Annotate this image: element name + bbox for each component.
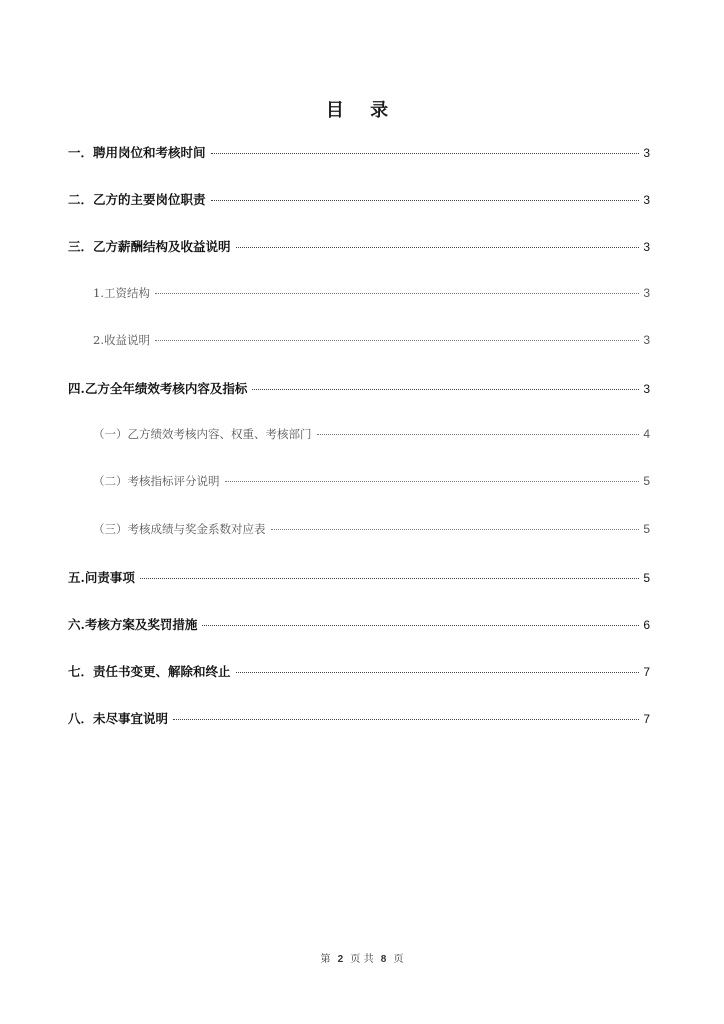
- page-footer: [0, 950, 724, 965]
- toc-subentry[interactable]: [68, 473, 650, 520]
- dot-leader: [211, 153, 639, 154]
- toc-entry-page: 3: [643, 332, 650, 347]
- toc-entry-label: 三．乙方薪酬结构及收益说明: [68, 239, 231, 255]
- toc-entry-label: 1.工资结构: [93, 285, 150, 300]
- toc-entry-page: 3: [643, 285, 650, 300]
- table-of-contents: [68, 143, 650, 756]
- toc-entry-label: 2.收益说明: [93, 332, 150, 347]
- toc-entry-page: 4: [643, 427, 650, 442]
- toc-entry-page: 7: [643, 665, 650, 680]
- dot-leader: [236, 247, 639, 248]
- toc-entry-label: 六.考核方案及奖罚措施: [68, 616, 198, 632]
- toc-entry[interactable]: [68, 237, 650, 284]
- dot-leader: [155, 293, 639, 294]
- toc-entry[interactable]: [68, 190, 650, 237]
- toc-entry[interactable]: [68, 662, 650, 709]
- toc-entry-page: 5: [643, 570, 650, 585]
- toc-entry-page: 5: [643, 474, 650, 489]
- dot-leader: [252, 389, 639, 390]
- toc-entry-page: 3: [643, 193, 650, 208]
- toc-entry-label: （三）考核成绩与奖金系数对应表: [93, 521, 266, 536]
- toc-entry-page: 3: [643, 146, 650, 160]
- toc-subentry[interactable]: [68, 521, 650, 568]
- toc-entry-page: 6: [643, 617, 650, 632]
- toc-entry[interactable]: [68, 615, 650, 662]
- toc-subentry[interactable]: [68, 332, 650, 379]
- toc-entry-label: 七．责任书变更、解除和终止: [68, 664, 231, 680]
- toc-entry[interactable]: [68, 568, 650, 615]
- dot-leader: [317, 434, 640, 435]
- toc-subentry[interactable]: [68, 285, 650, 332]
- toc-entry-label: 二．乙方的主要岗位职责: [68, 192, 206, 208]
- toc-entry[interactable]: [68, 143, 650, 190]
- footer-current-page: 2: [337, 954, 344, 965]
- toc-entry-label: （一）乙方绩效考核内容、权重、考核部门: [93, 427, 312, 442]
- toc-entry-label: 八．未尽事宜说明: [68, 711, 169, 727]
- dot-leader: [271, 529, 640, 530]
- footer-total-pages: 8: [380, 954, 387, 965]
- dot-leader: [202, 625, 639, 626]
- toc-entry-label: 四.乙方全年绩效考核内容及指标: [68, 380, 248, 396]
- footer-suffix: 页: [393, 954, 404, 965]
- toc-entry-page: 3: [643, 381, 650, 396]
- toc-entry-label: 一．聘用岗位和考核时间: [68, 145, 206, 160]
- toc-entry-label: （二）考核指标评分说明: [93, 474, 220, 489]
- dot-leader: [155, 340, 639, 341]
- toc-entry-page: 3: [643, 240, 650, 255]
- toc-entry-page: 5: [643, 521, 650, 536]
- toc-entry[interactable]: [68, 379, 650, 426]
- toc-entry-label: 五.问责事项: [68, 569, 135, 585]
- toc-subentry[interactable]: [68, 426, 650, 473]
- footer-middle: 页 共: [350, 954, 374, 965]
- footer-prefix: 第: [320, 954, 331, 965]
- dot-leader: [236, 672, 639, 673]
- dot-leader: [211, 200, 639, 201]
- toc-entry-page: 7: [643, 712, 650, 727]
- dot-leader: [225, 481, 640, 482]
- dot-leader: [173, 719, 639, 720]
- dot-leader: [140, 578, 639, 579]
- toc-entry[interactable]: [68, 709, 650, 756]
- page-title: 目 录: [325, 100, 399, 121]
